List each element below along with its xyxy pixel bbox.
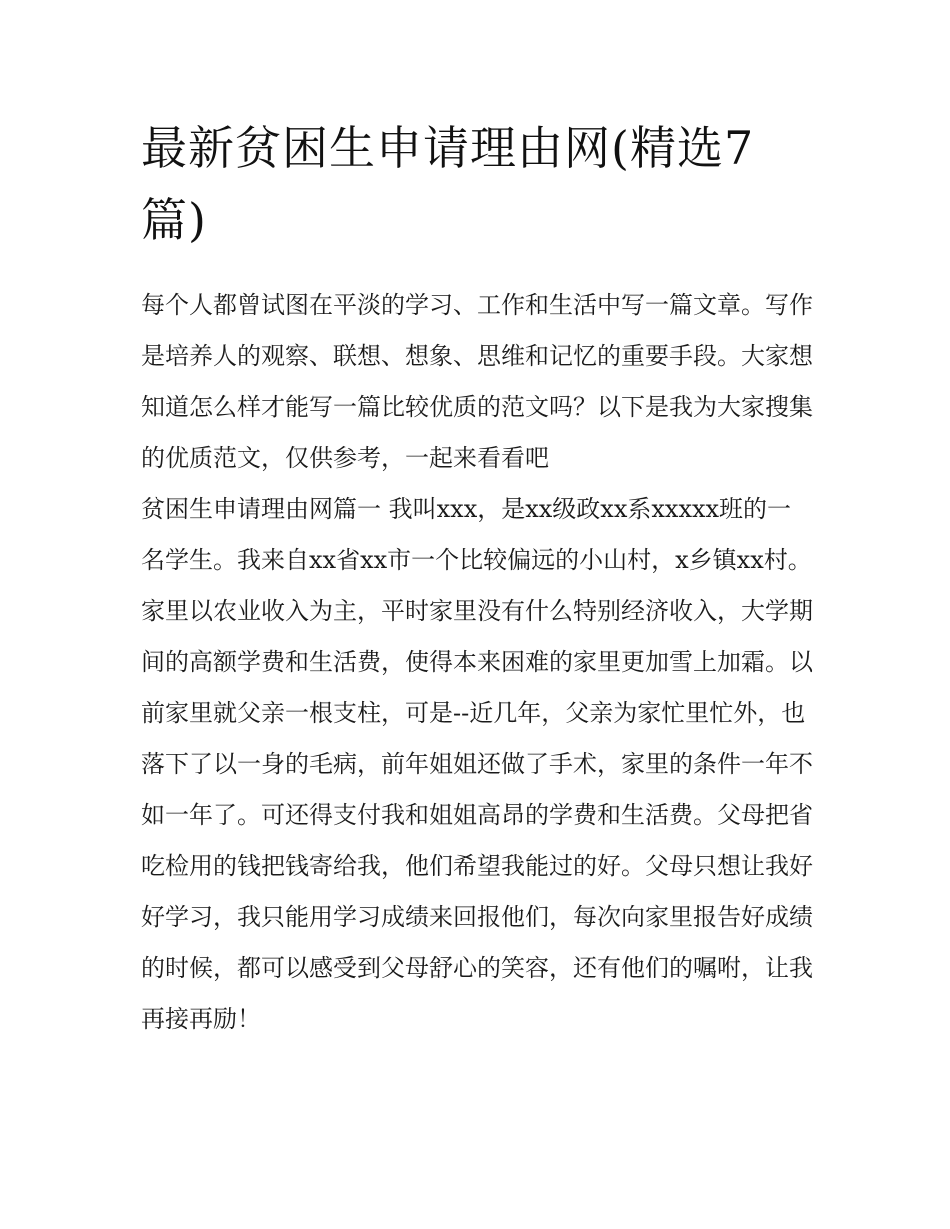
document-title: 最新贫困生申请理由网(精选7篇)	[141, 121, 755, 247]
intro-paragraph: 每个人都曾试图在平淡的学习、工作和生活中写一篇文章。写作是培养人的观察、联想、想象、思维和记忆的重要手段。大家想知道怎么样才能写一篇比较优质的范文吗？以下是我为大家搜集的优质范文，仅供参考，一起来看看吧	[141, 291, 813, 472]
document-content	[141, 280, 813, 1045]
section-one-paragraph: 贫困生申请理由网篇一 我叫xxx，是xx级政xx系xxxxx班的一名学生。我来自xx省xx市一个比较偏远的小山村，x乡镇xx村。	[141, 495, 812, 574]
family-situation-paragraph: 家里以农业收入为主，平时家里没有什么特别经济收入，大学期间的高额学费和生活费，使得本来困难的家里更加雪上加霜。以前家里就父亲一根支柱，可是--近几年，父亲为家忙里忙外，也落下了以一身的毛病，前年姐姐还做了手术，家里的条件一年不如一年了。可还得支付我和姐姐高昂的学费和生活费。父母把省吃检用的钱把钱寄给我，他们希望我能过的好。父母只想让我好好学习，我只能用学习成绩来回报他们，每次向家里报告好成绩的时候，都可以感受到父母舒心的笑容，还有他们的嘱咐，让我再接再励！	[141, 597, 813, 1033]
document-body	[141, 112, 813, 1045]
